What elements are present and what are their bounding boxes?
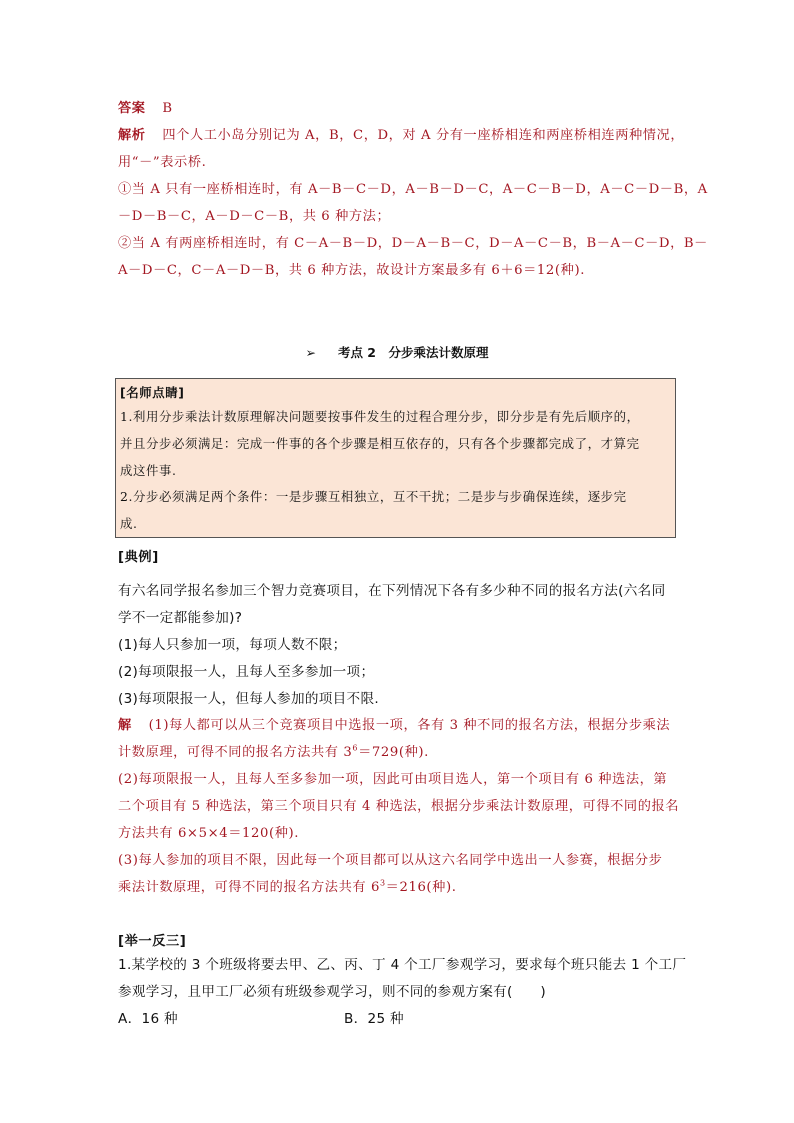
analysis-line-5: ②当 A 有两座桥相连时，有 C－A－B－D，D－A－B－C，D－A－C－B，B－A－C－D，B－ — [118, 236, 708, 251]
tip-box — [115, 378, 676, 538]
arrow-icon: ➢ — [305, 345, 316, 360]
analysis-line-4: －D－B－C，A－D－C－B，共 6 种方法； — [118, 209, 391, 224]
option-a[interactable]: A．16 种 — [118, 1011, 178, 1027]
solution-line-5: 方法共有 6×5×4＝120(种). — [118, 826, 300, 841]
question-line: (3)每项限报一人，但每人参加的项目不限. — [118, 691, 379, 707]
practice-question-line: 参观学习，且甲工厂必须有班级参观学习，则不同的参观方案有( ) — [118, 984, 547, 1000]
analysis-line-1: 解析 四个人工小岛分别记为 A，B，C，D，对 A 分有一座桥相连和两座桥相连两种情况， — [118, 128, 685, 143]
practice-label: [举一反三] — [118, 934, 187, 949]
solution-line-4: 二个项目有 5 种选法，第三个项目只有 4 种选法，根据分步乘法计数原理，可得不同的报名 — [118, 799, 680, 814]
tip-box-line: 1.利用分步乘法计数原理解决问题要按事件发生的过程合理分步，即分步是有先后顺序的， — [120, 409, 640, 424]
question-line: 学不一定都能参加)? — [118, 610, 243, 626]
tip-box-line: 成这件事. — [120, 463, 177, 478]
tip-box-line: 并且分步必须满足：完成一件事的各个步骤是相互依存的，只有各个步骤都完成了，才算完 — [120, 436, 640, 451]
question-line: (2)每项限报一人，且每人至多参加一项； — [118, 664, 375, 680]
solution-line-7: 乘法计数原理，可得不同的报名方法共有 $6^3=216$(种). — [118, 878, 457, 895]
practice-question-line: 1.某学校的 3 个班级将要去甲、乙、丙、丁 4 个工厂参观学习，要求每个班只能去 1 个工厂 — [118, 957, 687, 973]
question-line: (1)每人只参加一项，每项人数不限； — [118, 637, 347, 653]
answer-label: 答案 — [118, 101, 146, 116]
analysis-line-2: 用“－”表示桥. — [118, 155, 207, 170]
solution-line-3: (2)每项限报一人，且每人至多参加一项，因此可由项目选人，第一个项目有 6 种选法，第 — [118, 772, 668, 787]
tip-box-title: [名师点睛] — [120, 385, 185, 400]
solution-line-1: 解 (1)每人都可以从三个竞赛项目中选报一项，各有 3 种不同的报名方法，根据分步乘法 — [118, 718, 671, 733]
question-line: 有六名同学报名参加三个智力竞赛项目，在下列情况下各有多少种不同的报名方法(六名同 — [118, 583, 666, 599]
tip-box-line: 2.分步必须满足两个条件：一是步骤互相独立，互不干扰；二是步与步确保连续，逐步完 — [120, 489, 627, 504]
analysis-line-6: A－D－C，C－A－D－B，共 6 种方法，故设计方案最多有 6＋6＝12(种). — [118, 263, 585, 278]
tip-box-line: 成. — [120, 516, 138, 531]
analysis-label: 解析 — [118, 128, 146, 143]
option-b[interactable]: B．25 种 — [344, 1011, 404, 1027]
example-label: [典例] — [118, 550, 159, 565]
solution-line-2: 计数原理，可得不同的报名方法共有 $3^6=729$(种). — [118, 743, 429, 760]
section-title: 考点 2 分步乘法计数原理 — [337, 345, 489, 360]
solution-line-6: (3)每人参加的项目不限，因此每一个项目都可以从这六名同学中选出一人参赛，根据分步 — [118, 853, 663, 868]
answer-line — [118, 97, 173, 116]
solution-label: 解 — [118, 718, 132, 733]
analysis-line-3: ①当 A 只有一座桥相连时，有 A－B－C－D，A－B－D－C，A－C－B－D，A－C－D－B，A — [118, 182, 708, 197]
answer-value: B — [162, 101, 173, 116]
section-heading — [0, 343, 794, 361]
